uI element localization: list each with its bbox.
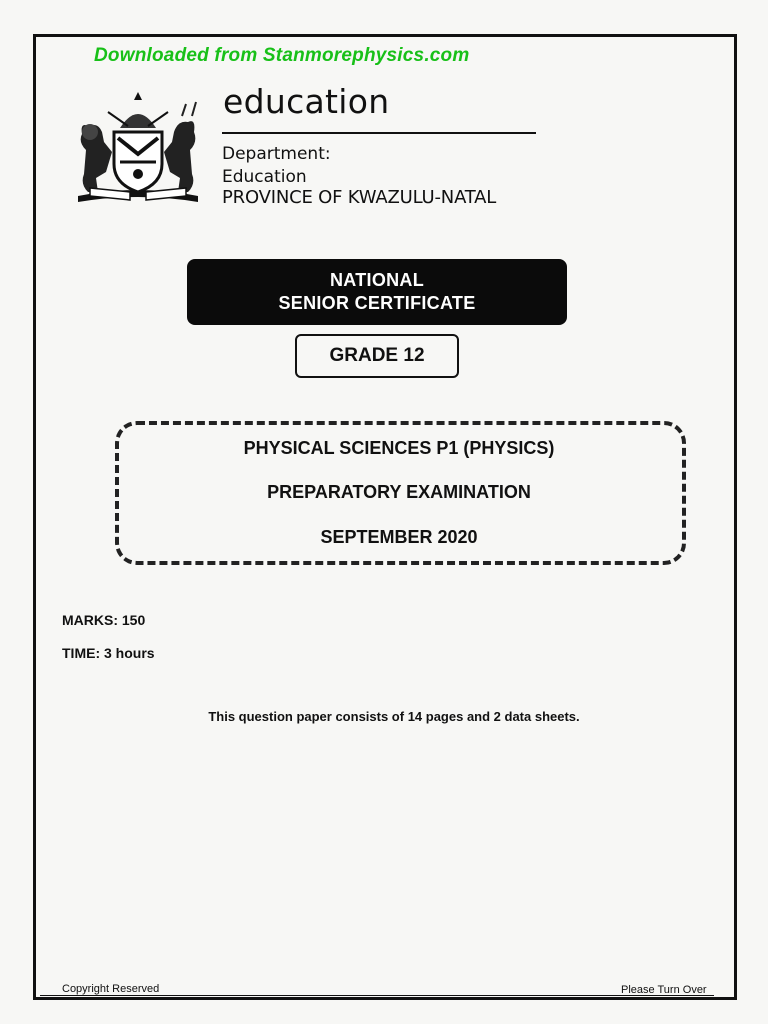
watermark[interactable]: Downloaded from Stanmorephysics.com [94,45,470,66]
exam-date: SEPTEMBER 2020 [320,527,478,547]
subject-title: PHYSICAL SCIENCES P1 (PHYSICS) [243,438,555,458]
coat-of-arms-icon [68,92,208,214]
time-label: TIME: 3 hours [62,645,155,661]
pages-note: This question paper consists of 14 pages and 2 data sheets. [208,709,580,724]
department-block [222,143,331,189]
department-label: Department: [222,144,331,164]
grade-box: GRADE 12 [295,334,459,378]
logo-title: education [223,82,390,121]
marks-label: MARKS: 150 [62,612,146,628]
footer-copyright: Copyright Reserved [62,983,160,995]
footer-turn-over: Please Turn Over [621,984,707,996]
logo-divider [222,132,536,134]
certificate-line-1: NATIONAL [329,270,425,290]
exam-type: PREPARATORY EXAMINATION [267,482,531,502]
footer-divider [40,995,714,996]
province-name: PROVINCE OF KWAZULU-NATAL [222,187,497,208]
certificate-banner [187,259,567,325]
certificate-line-2: SENIOR CERTIFICATE [278,293,476,313]
department-name: Education [222,167,307,187]
